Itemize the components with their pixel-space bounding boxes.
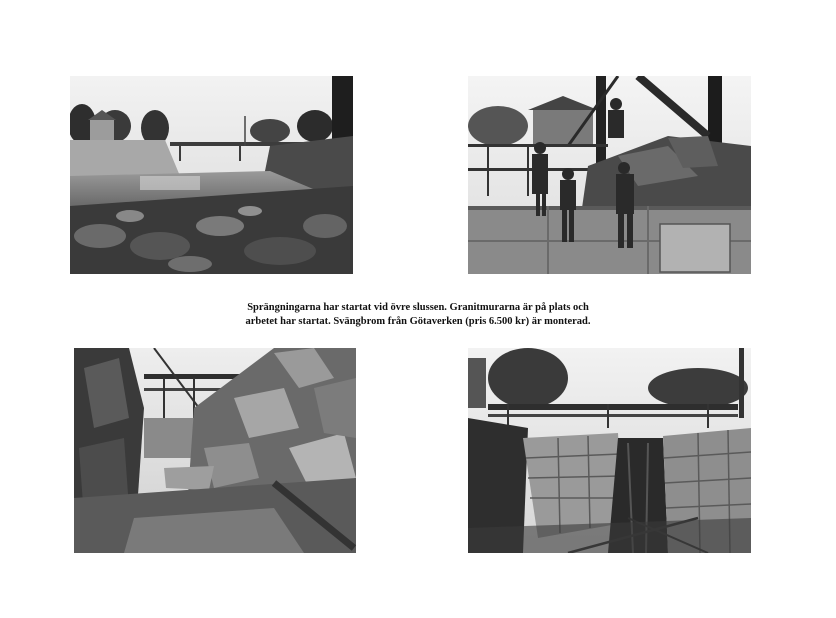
photo-blasted-rock xyxy=(74,348,356,553)
caption-line-1: Sprängningarna har startat vid övre slussen. Granitmurarna är på plats och xyxy=(247,302,589,313)
photo-caption xyxy=(160,301,676,329)
caption-line-2: arbetet har startat. Svängbrom från Götaverken (pris 6.500 kr) är monterad. xyxy=(245,316,591,327)
photo-lock-walls-bridge xyxy=(468,348,751,553)
photo-river-rocks xyxy=(70,76,353,274)
photo-workers-crane xyxy=(468,76,751,274)
